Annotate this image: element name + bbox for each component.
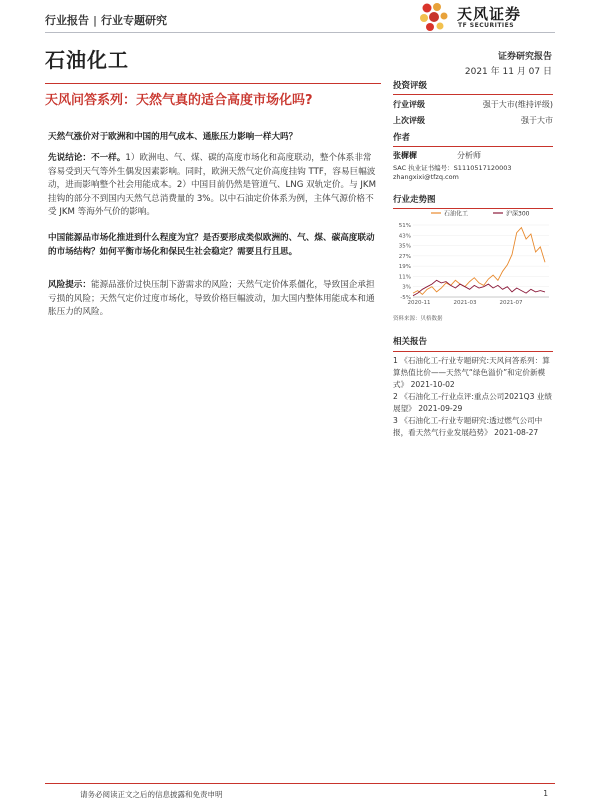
related-report-item[interactable]: 1 《石油化工-行业专题研究:天风问答系列：算算热值比价——天然气“绿色溢价”和定价新模式》 2021-10-02 (393, 356, 550, 389)
risk-text: 能源品涨价过快压制下游需求的风险；天然气定价体系僵化，导致国企承担亏损的风险；天然气定价过度市场化，导致价格巨幅波动，加大国内整体用能成本和通胀压力的风险。 (48, 280, 375, 317)
trend-title: 行业走势图 (393, 195, 436, 205)
header-divider (45, 32, 555, 33)
y-tick-label: 51% (398, 223, 411, 229)
y-tick-label: 3% (402, 284, 411, 291)
author-email: zhangxixi@tfzq.com (393, 173, 459, 181)
related-report-item[interactable]: 2 《石油化工-行业点评:重点公司2021Q3 业绩展望》 2021-09-29 (393, 392, 552, 413)
rating-row (393, 99, 553, 110)
y-tick-label: 35% (398, 243, 411, 250)
y-tick-label: 43% (398, 233, 411, 240)
chart-source: 资料来源：贝格数据 (393, 316, 443, 322)
author-sac: SAC 执业证书编号：S1110517120003 (393, 164, 512, 172)
answer-1-label: 先说结论：不一样。 (48, 153, 126, 163)
x-tick-label: 2021-03 (453, 300, 477, 306)
logo-name: 天风证券 (457, 5, 522, 23)
trend-chart (393, 205, 553, 307)
x-tick-label: 2020-11 (407, 300, 431, 306)
y-tick-label: 19% (398, 264, 411, 271)
answer-1-text: 1）欧洲电、气、煤、碳的高度市场化和高度联动，整个体系非常容易受到天气等外生偶发因素影响。同时，欧洲天然气定价高度挂钩 TTF，容易巨幅波动，进而影响整个社会用能成本。2）中国目前仍然是管道气、LNG 双轨定价。与 JKM 挂钩的部分不到国内天然气总消费量的 3%。以中石油定价体系为例，主体气源价格不受 JKM 等海外气价的影响。 (48, 153, 376, 217)
legend-label: 沪深300 (506, 210, 530, 218)
answer-1 (48, 152, 378, 220)
report-type: 证券研究报告 (497, 52, 552, 62)
footer-disclaimer: 请务必阅读正文之后的信息披露和免责申明 (80, 790, 223, 799)
subcategory-label: 行业专题研究 (101, 14, 168, 27)
logo-mark-icon (417, 2, 453, 32)
related-block (393, 336, 553, 439)
rating-block (393, 79, 553, 126)
rating-row-key: 行业评级 (393, 100, 425, 109)
y-tick-label: -5% (400, 295, 411, 301)
legend-label: 石油化工 (444, 210, 469, 218)
report-date: 2021 年 11 月 07 日 (464, 67, 552, 77)
series-line (413, 228, 545, 295)
y-tick-label: 11% (398, 274, 411, 281)
rating-row (393, 115, 553, 126)
author-name: 张樨樨 (393, 151, 417, 160)
risk-label: 风险提示： (48, 280, 91, 290)
author-block (393, 131, 553, 181)
category-separator: | (93, 14, 98, 27)
author-row (393, 150, 553, 161)
page-number: 1 (543, 789, 548, 798)
y-tick-label: 27% (398, 253, 411, 260)
company-logo (417, 2, 552, 34)
rating-row-key: 上次评级 (393, 116, 425, 125)
risk-warning (48, 279, 378, 320)
footer-divider (45, 783, 555, 784)
question-1: 天然气涨价对于欧洲和中国的用气成本、通胀压力影响一样大吗？ (48, 132, 298, 142)
category-label: 行业报告 (45, 14, 89, 27)
author-divider (393, 146, 553, 147)
industry-title: 石油化工 (45, 48, 129, 72)
rating-title: 投资评级 (393, 81, 428, 91)
related-title: 相关报告 (393, 337, 428, 347)
title-divider (45, 83, 381, 84)
related-divider (393, 351, 553, 352)
author-role: 分析师 (457, 151, 481, 160)
question-2: 中国能源品市场化推进到什么程度为宜？是否要形成类似欧洲的、气、煤、碳高度联动的市场结构？如何平衡市场化和保民生社会稳定？需要且行且思。 (48, 233, 375, 257)
report-category (45, 12, 167, 28)
rating-row-value: 强于大市 (521, 116, 553, 125)
report-headline: 天风问答系列：天然气真的适合高度市场化吗? (45, 93, 313, 108)
x-tick-label: 2021-07 (499, 300, 523, 306)
author-title: 作者 (393, 133, 411, 143)
trend-chart-svg (393, 205, 553, 307)
logo-subtitle: TF SECURITIES (458, 22, 515, 29)
related-report-item[interactable]: 3 《石油化工-行业专题研究:透过燃气公司中报，看天然气行业发展趋势》 2021-08-27 (393, 416, 543, 437)
rating-divider (393, 94, 553, 95)
rating-row-value: 强于大市(维持评级) (482, 100, 553, 109)
